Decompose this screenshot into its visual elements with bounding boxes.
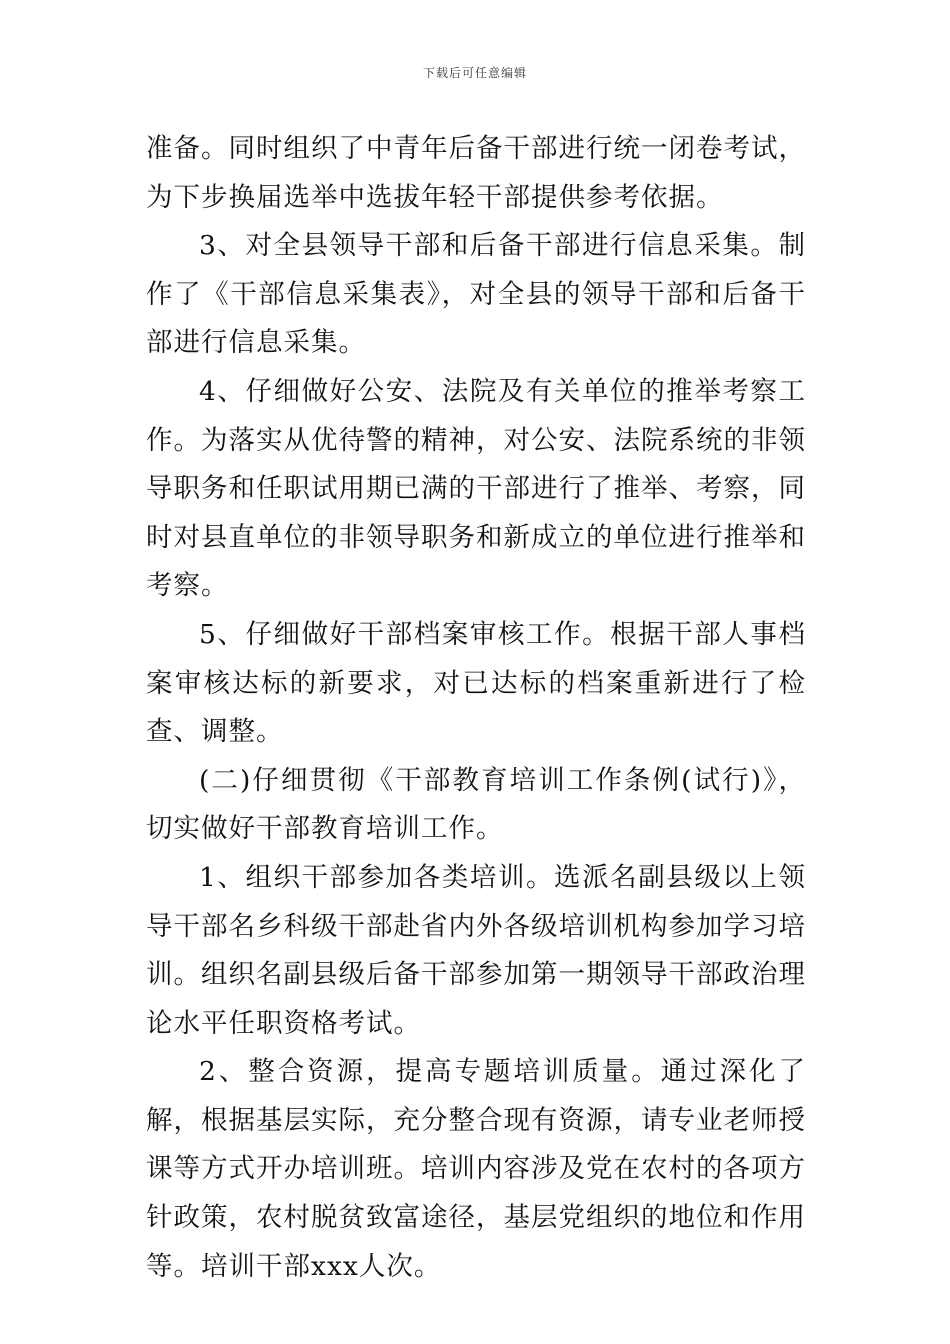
page-header: 下载后可任意编辑 <box>422 66 527 80</box>
paragraph-training-1: 1、组织干部参加各类培训。选派名副县级以上领导干部名乡科级干部赴省内外各级培训机构参加学习培训。组织名副县级后备干部参加第一期领导干部政治理论水平任职资格考试。 <box>146 861 806 1039</box>
paragraph-training-2: 2、整合资源，提高专题培训质量。通过深化了解，根据基层实际，充分整合现有资源，请专业老师授课等方式开办培训班。培训内容涉及党在农村的各项方针政策，农村脱贫致富途径，基层党组织的地位和作用等。培训干部xxx人次。 <box>146 1056 806 1282</box>
section-heading-2: (二)仔细贯彻《干部教育培训工作条例(试行)》，切实做好干部教育培训工作。 <box>146 764 806 845</box>
paragraph-item-5: 5、仔细做好干部档案审核工作。根据干部人事档案审核达标的新要求，对已达标的档案重新进行了检查、调整。 <box>146 618 806 748</box>
paragraph-continuation: 准备。同时组织了中青年后备干部进行统一闭卷考试，为下步换届选举中选拔年轻干部提供参考依据。 <box>146 133 806 213</box>
paragraph-item-3: 3、对全县领导干部和后备干部进行信息采集。制作了《干部信息采集表》，对全县的领导干部和后备干部进行信息采集。 <box>146 230 806 359</box>
paragraph-item-4: 4、仔细做好公安、法院及有关单位的推举考察工作。为落实从优待警的精神，对公安、法院系统的非领导职务和任职试用期已满的干部进行了推举、考察，同时对县直单位的非领导职务和新成立的单位进行推举和考察。 <box>146 375 806 602</box>
document-body <box>146 125 806 1291</box>
